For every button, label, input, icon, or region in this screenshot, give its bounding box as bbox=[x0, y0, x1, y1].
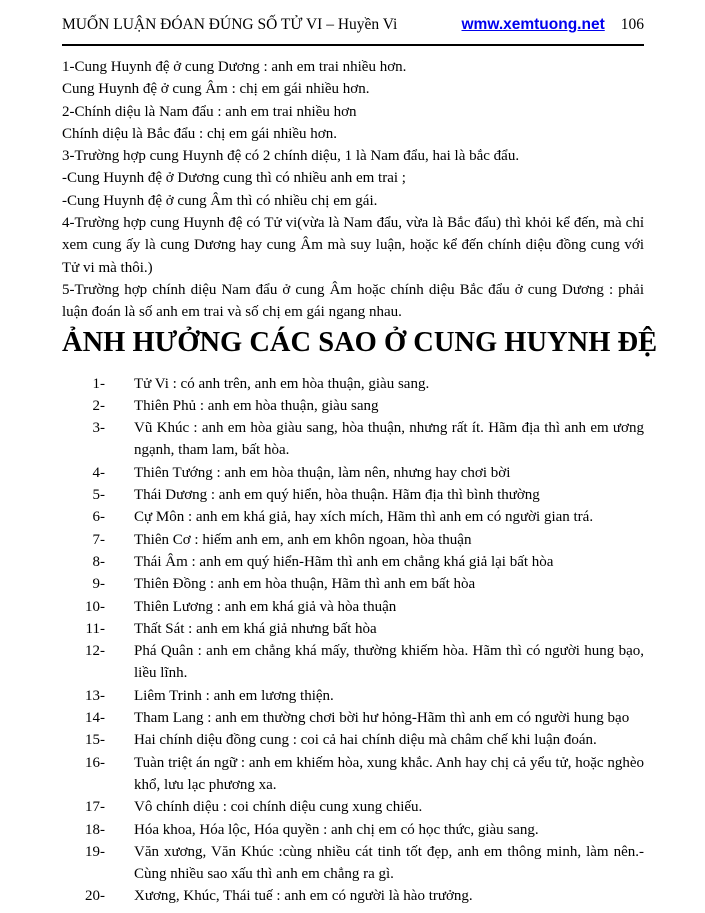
list-item bbox=[62, 618, 644, 640]
list-item bbox=[62, 796, 644, 818]
list-item-number: 16- bbox=[85, 754, 105, 771]
list-item bbox=[62, 462, 644, 484]
list-item-text: Vũ Khúc : anh em hòa giàu sang, hòa thuận, nhưng rất ít. Hãm địa thì anh em ương ngạnh, tham lam, bất hòa. bbox=[134, 420, 644, 459]
list-item-number: 8- bbox=[92, 553, 105, 570]
intro-paragraph: Cung Huynh đệ ở cung Âm : chị em gái nhiều hơn. bbox=[62, 81, 370, 98]
list-item-text: Xương, Khúc, Thái tuế : anh em có người là hào trưởng. bbox=[134, 888, 473, 905]
list-item-number: 20- bbox=[85, 888, 105, 905]
list-item-text: Thiên Phủ : anh em hòa thuận, giàu sang bbox=[134, 397, 379, 414]
header-right bbox=[462, 16, 645, 34]
list-item bbox=[62, 729, 644, 751]
list-item-number: 9- bbox=[92, 576, 105, 593]
list-item-text: Hai chính diệu đồng cung : coi cả hai chính diệu mà châm chế khi luận đoán. bbox=[134, 732, 597, 749]
list-item-number: 5- bbox=[92, 487, 105, 504]
list-item-text: Vô chính diệu : coi chính diệu cung xung chiếu. bbox=[134, 799, 423, 816]
page-number: 106 bbox=[620, 16, 644, 33]
list-item-number: 3- bbox=[92, 420, 105, 437]
section-heading: ẢNH HƯỞNG CÁC SAO Ở CUNG HUYNH ĐỆ bbox=[62, 326, 658, 358]
list-item-text: Liêm Trinh : anh em lương thiện. bbox=[134, 687, 334, 704]
list-item bbox=[62, 685, 644, 707]
page-header bbox=[62, 16, 644, 34]
website-link[interactable]: wmw.xemtuong.net bbox=[461, 16, 605, 33]
list-item-number: 10- bbox=[85, 598, 105, 615]
list-item-text: Tham Lang : anh em thường chơi bời hư hỏng-Hãm thì anh em có người hung bạo bbox=[134, 710, 630, 727]
list-item-text: Thiên Tướng : anh em hòa thuận, làm nên, nhưng hay chơi bời bbox=[134, 464, 511, 481]
list-item bbox=[62, 551, 644, 573]
list-item bbox=[62, 707, 644, 729]
intro-paragraph: 1-Cung Huynh đệ ở cung Dương : anh em trai nhiều hơn. bbox=[62, 59, 407, 75]
list-item-text: Thái Dương : anh em quý hiển, hòa thuận. Hãm địa thì bình thường bbox=[134, 487, 540, 504]
list-item bbox=[62, 640, 644, 685]
intro-paragraph: 4-Trường hợp cung Huynh đệ có Tử vi(vừa là Nam đẩu, vừa là Bắc đẩu) thì khỏi kể đến, mà chỉ xem cung ấy là cung Dương hay cung Âm mà suy luận, hoặc kể đến chính diệu đồng cung với Tử vi mà thôi.) bbox=[62, 215, 644, 276]
list-item bbox=[62, 573, 644, 595]
list-item bbox=[62, 596, 644, 618]
list-item-text: Thiên Đồng : anh em hòa thuận, Hãm thì anh em bất hòa bbox=[134, 576, 476, 593]
list-item-number: 13- bbox=[85, 687, 105, 704]
intro-paragraphs bbox=[62, 56, 644, 324]
list-item-text: Thất Sát : anh em khá giả nhưng bất hòa bbox=[134, 620, 377, 637]
intro-paragraph: Chính diệu là Bắc đẩu : chị em gái nhiều hơn. bbox=[62, 125, 337, 142]
intro-paragraph: 3-Trường hợp cung Huynh đệ có 2 chính diệu, 1 là Nam đẩu, hai là bắc đẩu. bbox=[62, 148, 520, 165]
list-item-number: 7- bbox=[92, 531, 105, 548]
list-item bbox=[62, 819, 644, 841]
list-item-text: Thái Âm : anh em quý hiển-Hãm thì anh em chẳng khá giả lại bất hòa bbox=[134, 553, 554, 570]
list-item-number: 15- bbox=[85, 732, 105, 749]
list-item-number: 2- bbox=[92, 397, 105, 414]
list-item bbox=[62, 529, 644, 551]
list-item-text: Văn xương, Văn Khúc :cùng nhiều cát tinh tốt đẹp, anh em thông minh, làm nên.- Cùng nhiều sao xấu thì anh em chẳng ra gì. bbox=[134, 843, 644, 883]
list-item-text: Thiên Cơ : hiếm anh em, anh em khôn ngoan, hòa thuận bbox=[134, 531, 472, 548]
list-item-number: 1- bbox=[92, 375, 105, 392]
list-item-number: 18- bbox=[85, 821, 105, 838]
list-item bbox=[62, 506, 644, 528]
header-divider bbox=[62, 44, 644, 46]
list-item bbox=[62, 484, 644, 506]
star-effects-list bbox=[62, 373, 644, 908]
list-item bbox=[62, 841, 644, 886]
intro-paragraph: 2-Chính diệu là Nam đẩu : anh em trai nhiều hơn bbox=[62, 103, 357, 120]
list-item-number: 14- bbox=[85, 710, 105, 727]
list-item-number: 4- bbox=[92, 464, 105, 481]
list-item-number: 19- bbox=[85, 843, 105, 860]
intro-paragraph: -Cung Huynh đệ ở cung Âm thì có nhiều chị em gái. bbox=[62, 192, 378, 209]
list-item-number: 12- bbox=[85, 643, 105, 660]
intro-paragraph: -Cung Huynh đệ ở Dương cung thì có nhiều anh em trai ; bbox=[62, 170, 406, 187]
list-item bbox=[62, 395, 644, 417]
list-item-text: Phá Quân : anh em chẳng khá mấy, thường khiếm hòa. Hãm thì có người hung bạo, liều lĩnh. bbox=[134, 643, 644, 682]
list-item bbox=[62, 417, 644, 462]
list-item-text: Tử Vi : có anh trên, anh em hòa thuận, giàu sang. bbox=[134, 375, 430, 392]
list-item-number: 17- bbox=[85, 799, 105, 816]
book-title: MUỐN LUẬN ĐÓAN ĐÚNG SỐ TỬ VI – Huyền Vi bbox=[62, 16, 398, 33]
intro-paragraph: 5-Trường hợp chính diệu Nam đẩu ở cung Âm hoặc chính diệu Bắc đẩu ở cung Dương : phải luận đoán là số anh em trai và số chị em gái ngang nhau. bbox=[62, 281, 644, 321]
list-item-number: 11- bbox=[85, 620, 105, 637]
list-item-text: Hóa khoa, Hóa lộc, Hóa quyền : anh chị em có học thức, giàu sang. bbox=[134, 821, 539, 838]
list-item-text: Thiên Lương : anh em khá giả và hòa thuận bbox=[134, 598, 397, 615]
list-item-text: Cự Môn : anh em khá giả, hay xích mích, Hãm thì anh em có người gian trá. bbox=[134, 509, 594, 526]
list-item bbox=[62, 885, 644, 907]
list-item-number: 6- bbox=[92, 509, 105, 526]
list-item bbox=[62, 752, 644, 797]
list-item-text: Tuàn triệt án ngữ : anh em khiếm hòa, xung khắc. Anh hay chị cả yểu tử, hoặc nghèo khổ, lưu lạc phương xa. bbox=[134, 754, 644, 793]
list-item bbox=[62, 373, 644, 395]
